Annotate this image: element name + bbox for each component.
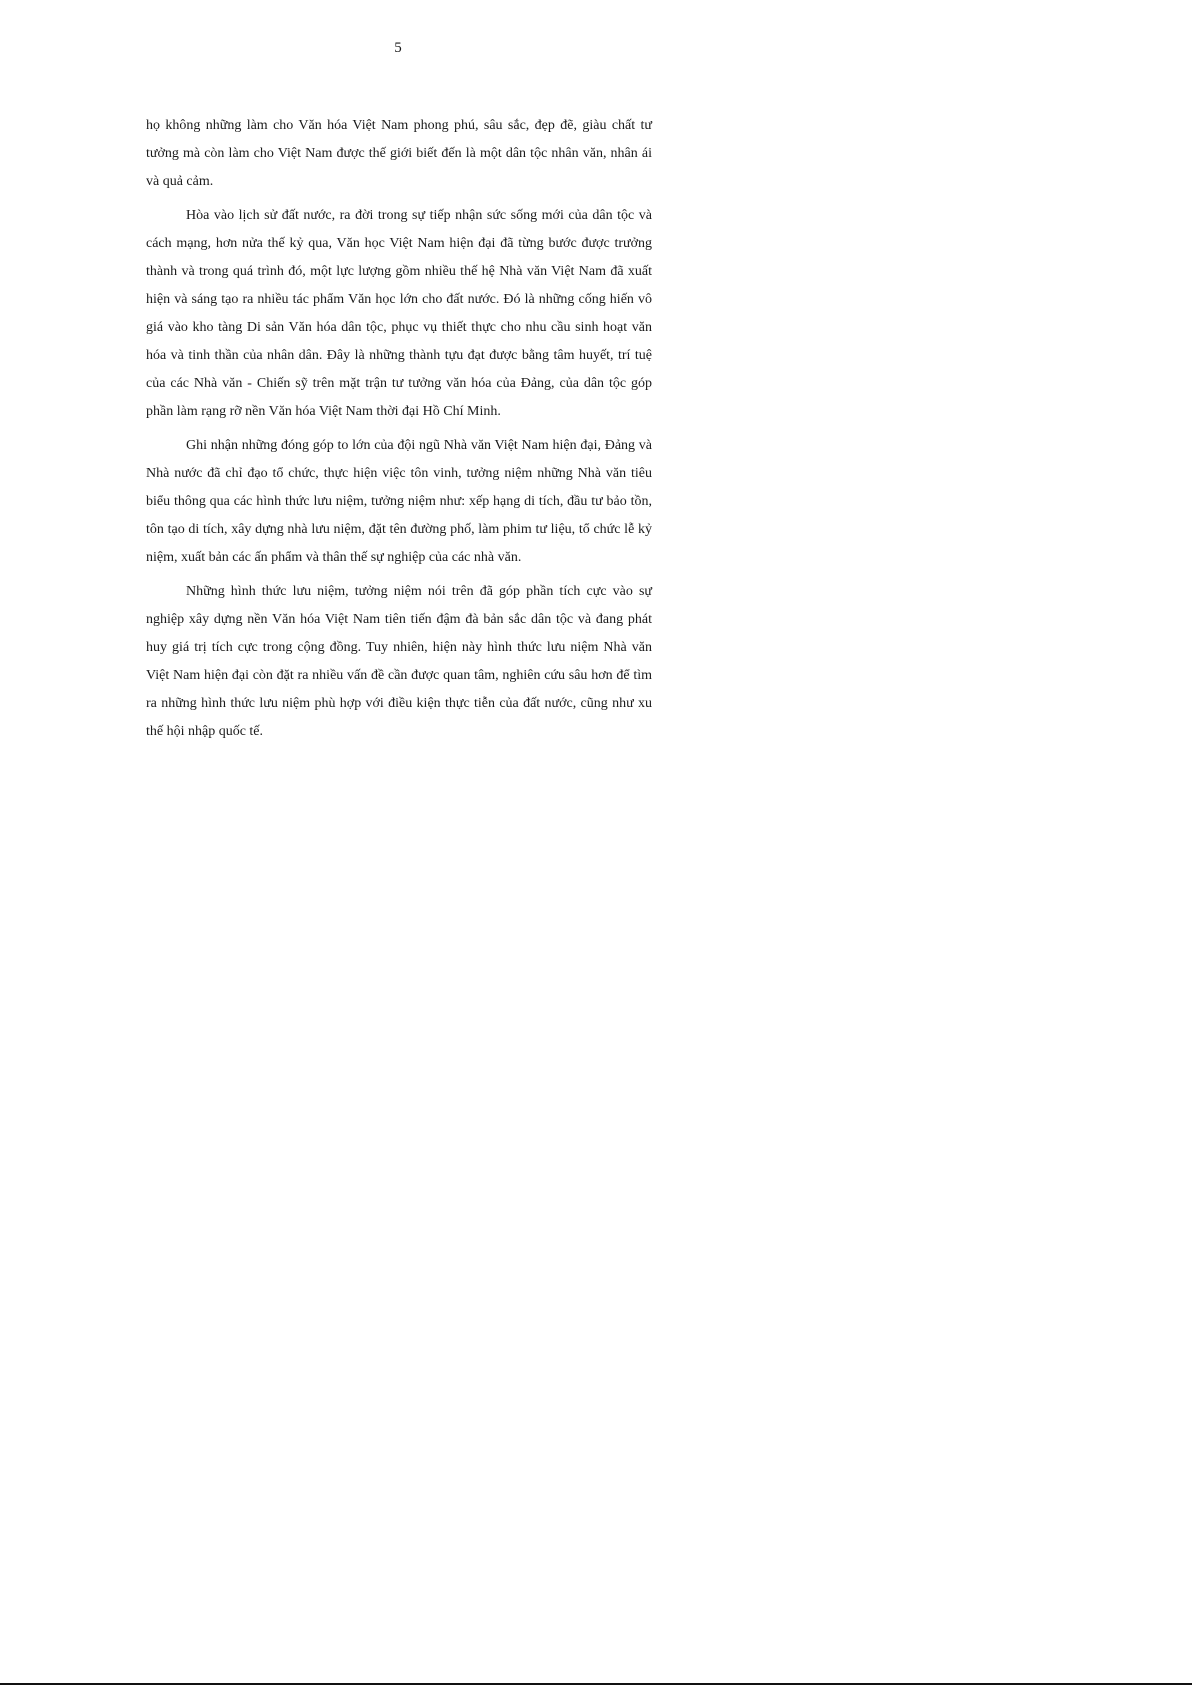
page-number: 5	[394, 40, 402, 56]
paragraph-1: họ không những làm cho Văn hóa Việt Nam phong phú, sâu sắc, đẹp đẽ, giàu chất tư tưởng mà còn làm cho Việt Nam được thế giới biết đến là một dân tộc nhân văn, nhân ái và quả cảm.	[146, 118, 652, 189]
paragraph-3: Ghi nhận những đóng góp to lớn của đội ngũ Nhà văn Việt Nam hiện đại, Đảng và Nhà nước đã chỉ đạo tổ chức, thực hiện việc tôn vinh, tưởng niệm những Nhà văn tiêu biểu thông qua các hình thức lưu niệm, tưởng niệm như: xếp hạng di tích, đầu tư bảo tồn, tôn tạo di tích, xây dựng nhà lưu niệm, đặt tên đường phố, làm phim tư liệu, tổ chức lễ kỷ niệm, xuất bản các ấn phẩm và thân thế sự nghiệp của các nhà văn.	[146, 438, 652, 565]
paragraph-4: Những hình thức lưu niệm, tưởng niệm nói trên đã góp phần tích cực vào sự nghiệp xây dựng nền Văn hóa Việt Nam tiên tiến đậm đà bản sắc dân tộc và đang phát huy giá trị tích cực trong cộng đồng. Tuy nhiên, hiện này hình thức lưu niệm Nhà văn Việt Nam hiện đại còn đặt ra nhiều vấn đề cần được quan tâm, nghiên cứu sâu hơn để tìm ra những hình thức lưu niệm phù hợp với điều kiện thực tiễn của đất nước, cũng như xu thế hội nhập quốc tế.	[146, 584, 652, 739]
paragraph-2: Hòa vào lịch sử đất nước, ra đời trong sự tiếp nhận sức sống mới của dân tộc và cách mạng, hơn nửa thế kỷ qua, Văn học Việt Nam hiện đại đã từng bước được trưởng thành và trong quá trình đó, một lực lượng gồm nhiều thế hệ Nhà văn Việt Nam đã xuất hiện và sáng tạo ra nhiều tác phẩm Văn học lớn cho đất nước. Đó là những cống hiến vô giá vào kho tàng Di sản Văn hóa dân tộc, phục vụ thiết thực cho nhu cầu sinh hoạt văn hóa và tinh thần của nhân dân. Đây là những thành tựu đạt được bằng tâm huyết, trí tuệ của các Nhà văn - Chiến sỹ trên mặt trận tư tưởng văn hóa của Đảng, của dân tộc góp phần làm rạng rỡ nền Văn hóa Việt Nam thời đại Hồ Chí Minh.	[146, 208, 652, 419]
body-text	[146, 112, 652, 752]
